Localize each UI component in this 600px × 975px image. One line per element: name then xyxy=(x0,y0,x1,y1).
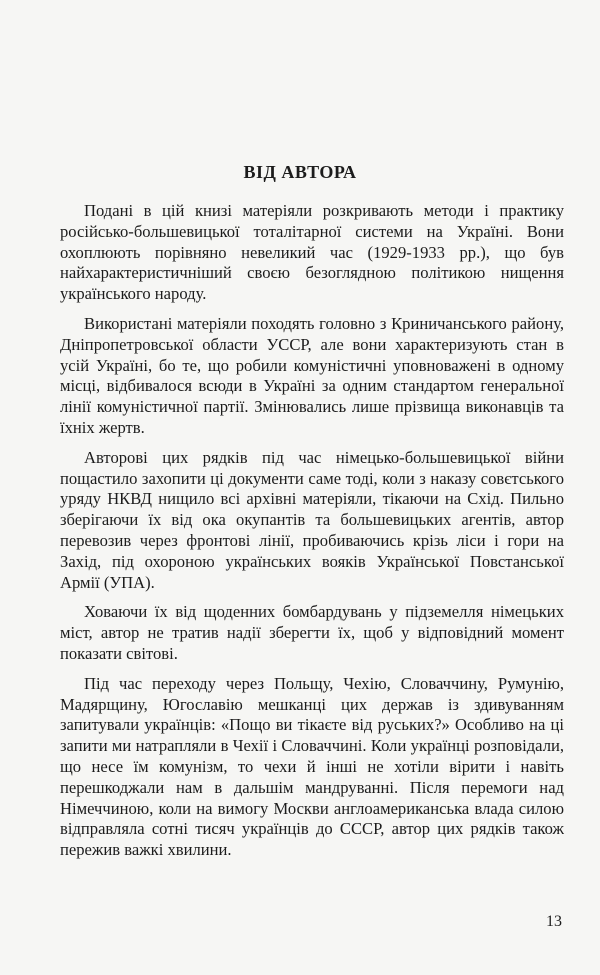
paragraph-1: Подані в цій книзі матеріяли розкривають методи і практику російсько-большевицької тоталітарної системи на Україні. Вони охоплюють порівняно невеликий час (1929-1933 рр.), що був найхарактеристичніший своєю безоглядною політикою нищення українського народу. xyxy=(60,201,564,304)
page-title: ВІД АВТОРА xyxy=(243,162,357,182)
paragraph-5: Під час переходу через Польщу, Чехію, Словаччину, Румунію, Мадярщину, Югославію мешканці цих держав із здивуванням запитували українців: «Пощо ви тікаєте від руських?» Особливо на ці запити ми натрапляли в Чехії і Словаччині. Коли українці розповідали, що несе їм комунізм, то чехи й інші не хотіли вірити і навіть перешкоджали нам в дальшім мандруванні. Після перемоги над Німеччиною, коли на вимогу Москви англоамериканська влада силою відправляла сотні тисяч українців до СССР, автор цих рядків також пережив важкі хвилини. xyxy=(60,673,564,860)
body-text xyxy=(60,201,564,870)
paragraph-4: Ховаючи їх від щоденних бомбардувань у підземелля німецьких міст, автор не тратив надії зберегти їх, щоб у відповідний момент показати світові. xyxy=(60,602,564,663)
page-number: 13 xyxy=(546,913,562,930)
paragraph-2: Використані матеріяли походять головно з Криничанського району, Дніпропетровської области УССР, але вони характеризують стан в усій Україні, бо те, що робили комуністичні уповноважені в одному місці, відбивалося всюди в Україні за одним стандартом генеральної лінії комуністичної партії. Змінювались лише прізвища виконавців та їхніх жертв. xyxy=(60,313,564,437)
paragraph-3: Авторові цих рядків під час німецько-большевицької війни пощастило захопити ці документи саме тоді, коли з наказу совєтського уряду НКВД нищило всі архівні матеріяли, тікаючи на Схід. Пильно зберігаючи їх від ока окупантів та большевицьких агентів, автор перевозив через фронтові лінії, пробиваючись крізь ліси і гори на Захід, під охороною українських вояків Української Повстанської Армії (УПА). xyxy=(60,447,564,592)
